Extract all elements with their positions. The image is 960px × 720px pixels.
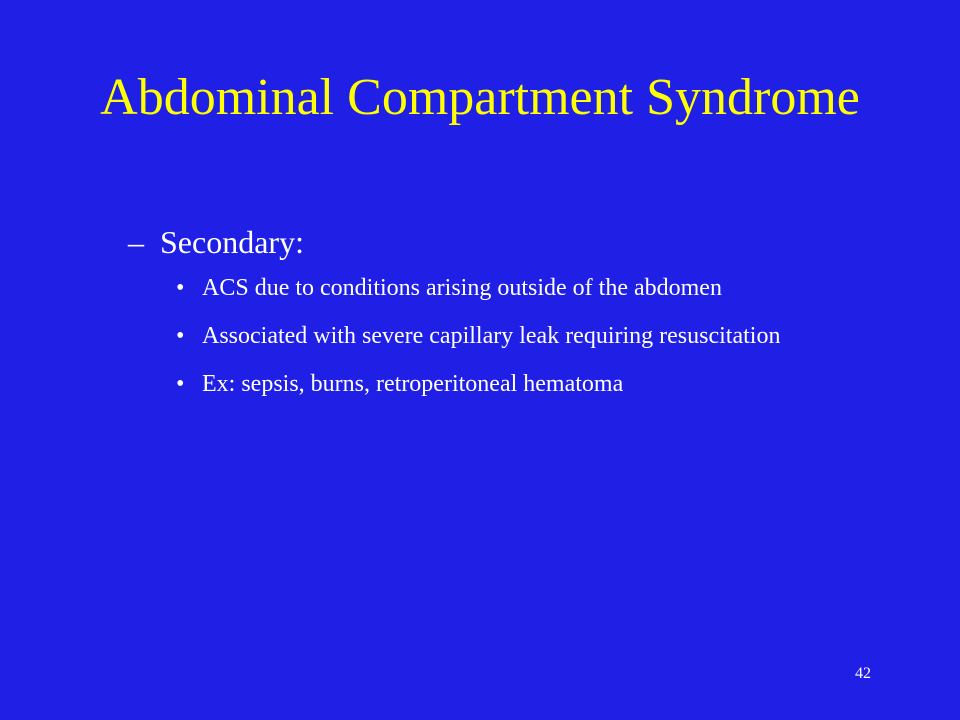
page-number: 42 [855, 665, 871, 682]
bullet-marker: • [176, 275, 185, 301]
section-label: Secondary: [160, 224, 304, 260]
bullet-marker: • [176, 371, 185, 397]
bullet-list [176, 273, 816, 417]
bullet-text: Associated with severe capillary leak requiring resuscitation [202, 323, 781, 349]
bullet-text: ACS due to conditions arising outside of the abdomen [202, 275, 722, 301]
list-item [176, 369, 816, 399]
bullet-marker: • [176, 323, 185, 349]
bullet-text: Ex: sepsis, burns, retroperitoneal hematoma [202, 371, 624, 397]
list-item [176, 273, 816, 303]
dash-marker: – [128, 224, 144, 260]
list-item [176, 321, 816, 351]
section-heading [128, 222, 304, 262]
slide-title: Abdominal Compartment Syndrome [100, 69, 860, 126]
